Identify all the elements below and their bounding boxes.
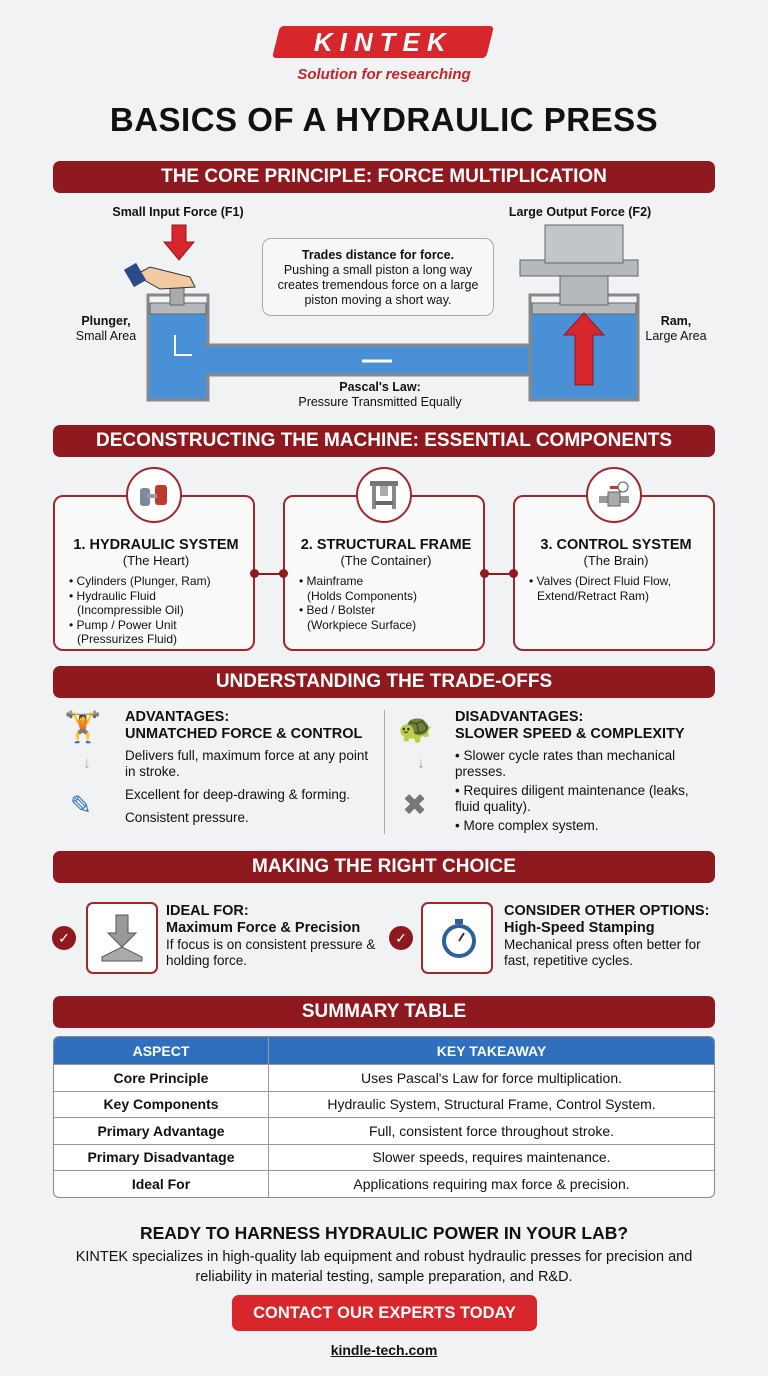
section-core-principle: THE CORE PRINCIPLE: FORCE MULTIPLICATION [53,161,715,193]
check-icon: ✓ [52,926,76,950]
pump-icon [126,467,182,523]
other-options-block [504,903,719,969]
summary-table [53,1036,715,1198]
text: (Holds Components) [307,588,418,603]
text: 2. STRUCTURAL FRAME [300,537,472,553]
ram-label [636,314,716,344]
text: Ram, [660,314,692,328]
down-arrow-icon [164,225,194,260]
press-bending-icon [86,902,158,974]
text: Slower speeds, requires maintenance. [269,1144,714,1171]
kintek-logo [272,26,494,58]
text: ASPECT [54,1037,269,1064]
text: Delivers full, maximum force at any point in stroke. [125,748,369,779]
text: DISADVANTAGES: [455,709,584,725]
advantages-block [125,709,375,826]
ram-rod [560,275,608,305]
plunger-label [66,314,146,344]
text: (Pressurizes Fluid) [77,632,178,646]
connector-dot [509,569,518,578]
text: Small Area [75,329,137,343]
text: (Workpiece Surface) [307,617,417,632]
table-header [54,1037,714,1064]
text: Maximum Force & Precision [166,920,361,936]
text: Uses Pascal's Law for force multiplication. [269,1064,714,1091]
callout-box [262,238,494,316]
text: Large Area [645,329,707,343]
dropper-icon: ✎ [70,790,92,820]
text: • Requires diligent maintenance (leaks, fluid quality). [455,783,689,814]
text: Key Components [54,1091,269,1118]
text: (Incompressible Oil) [77,603,184,617]
table-row [54,1091,714,1118]
divider [384,710,385,834]
section-choice: MAKING THE RIGHT CHOICE [53,851,715,883]
text: Ideal For [54,1170,269,1197]
turtle-icon: 🐢 [398,713,433,744]
connector-dot [279,569,288,578]
table-row [54,1170,714,1197]
text: Plunger, [81,314,131,328]
text: Pushing a small piston a long way creates tremendous force on a large piston moving a short way. [277,263,479,307]
text: • Slower cycle rates than mechanical presses. [455,748,676,779]
text: KEY TAKEAWAY [269,1037,714,1064]
text: (The Container) [340,553,432,568]
stopwatch-icon [421,902,493,974]
connector-dot [250,569,259,578]
text: Pascal's Law: [339,380,421,394]
down-arrow-icon: ↓ [417,755,425,772]
text: (The Heart) [122,553,190,568]
weightlifter-icon: 🏋 [64,711,102,744]
table-row [54,1064,714,1091]
text: IDEAL FOR: [166,903,249,919]
check-icon: ✓ [389,926,413,950]
pascals-law-label [270,380,490,410]
text: (The Brain) [583,553,649,568]
text: Primary Disadvantage [54,1144,269,1171]
text: 3. CONTROL SYSTEM [540,537,692,553]
text: • Hydraulic Fluid [69,588,156,603]
text: Full, consistent force throughout stroke. [269,1117,714,1144]
cta-heading: READY TO HARNESS HYDRAULIC POWER IN YOUR LAB? [139,1223,629,1243]
text: Trades distance for force. [301,248,455,262]
text: 1. HYDRAULIC SYSTEM [73,537,239,553]
text: ADVANTAGES: [125,709,230,725]
text: If focus is on consistent pressure & holding force. [166,937,376,968]
text: CONSIDER OTHER OPTIONS: [504,903,710,919]
tagline: Solution for researching [297,66,471,83]
section-components: DECONSTRUCTING THE MACHINE: ESSENTIAL COMPONENTS [53,425,715,457]
down-arrow-icon: ↓ [83,755,91,772]
section-summary: SUMMARY TABLE [53,996,715,1028]
cta-text: KINTEK specializes in high-quality lab equipment and robust hydraulic presses for precision and reliability in material testing, sample preparation, and R&D. [75,1249,693,1285]
table-row [54,1144,714,1171]
text: Applications requiring max force & precision. [269,1170,714,1197]
disadvantages-block [455,709,717,834]
press-frame-icon [356,467,412,523]
text: • Bed / Bolster [299,603,376,617]
text: • Mainframe [299,574,364,588]
text: UNMATCHED FORCE & CONTROL [125,726,363,742]
tools-icon: ✖ [402,789,428,822]
input-force-label: Small Input Force (F1) [112,205,244,219]
text: • Valves (Direct Fluid Flow, [529,574,672,588]
website-link[interactable]: kindle-tech.com [330,1342,438,1358]
text: Extend/Retract Ram) [537,588,650,603]
text: Primary Advantage [54,1117,269,1144]
text: Excellent for deep-drawing & forming. [125,787,351,802]
text: Hydraulic System, Structural Frame, Control System. [269,1091,714,1118]
valve-icon [586,467,642,523]
text: KINTEK [313,26,453,57]
text: • Cylinders (Plunger, Ram) [69,574,211,588]
text: • Pump / Power Unit [69,617,177,632]
text: Mechanical press often better for fast, repetitive cycles. [504,937,701,968]
output-force-label: Large Output Force (F2) [508,205,652,219]
text: • More complex system. [455,818,599,833]
contact-experts-button[interactable]: CONTACT OUR EXPERTS TODAY [232,1295,537,1331]
connector-dot [480,569,489,578]
ram-head [545,225,623,263]
table-row [54,1117,714,1144]
text: Consistent pressure. [125,810,249,825]
text: Core Principle [54,1064,269,1091]
text: SLOWER SPEED & COMPLEXITY [455,726,685,742]
ideal-for-block [166,903,381,969]
text: Pressure Transmitted Equally [298,395,462,409]
text: High-Speed Stamping [504,920,655,936]
page-title: BASICS OF A HYDRAULIC PRESS [109,101,659,138]
section-tradeoffs: UNDERSTANDING THE TRADE-OFFS [53,666,715,698]
